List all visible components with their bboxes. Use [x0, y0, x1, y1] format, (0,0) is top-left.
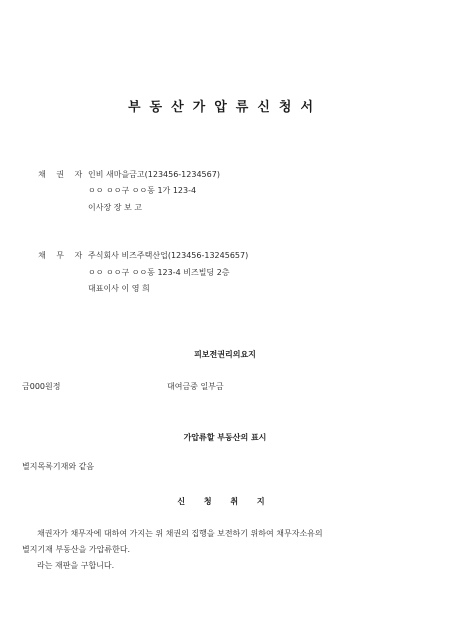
debtor-label: 채 무 자 — [38, 251, 87, 260]
creditor-label: 채 권 자 — [38, 170, 87, 179]
creditor-representative: 이사장 장 보 고 — [88, 203, 142, 212]
creditor-name: 인비 새마을금고(123456-1234567) — [88, 170, 220, 179]
purpose-heading: 신 청 취 지 — [177, 497, 273, 506]
purpose-line-1: 채권자가 채무자에 대하여 가지는 위 채권의 집행을 보전하기 위하여 채무자소유의 — [37, 529, 323, 538]
document-title: 부동산가압류신청서 — [127, 100, 323, 115]
secured-claim-heading: 피보전권리의요지 — [194, 350, 256, 359]
debtor-representative: 대표이사 이 영 희 — [88, 284, 150, 293]
purpose-line-3: 라는 재판을 구합니다. — [37, 561, 115, 570]
secured-claim-description: 대여금중 일부금 — [167, 382, 224, 391]
property-heading: 가압류할 부동산의 표시 — [183, 433, 267, 442]
debtor-name: 주식회사 비즈주택산업(123456-13245657) — [88, 251, 249, 260]
debtor-address: ㅇㅇ ㅇㅇ구 ㅇㅇ동 123-4 비즈빌딩 2층 — [88, 268, 230, 277]
property-text: 별지목록기재와 같음 — [22, 462, 95, 471]
secured-claim-amount: 금000원정 — [22, 382, 61, 391]
creditor-address: ㅇㅇ ㅇㅇ구 ㅇㅇ동 1가 123-4 — [88, 186, 197, 195]
purpose-line-2: 별지기재 부동산을 가압류한다. — [22, 545, 131, 554]
